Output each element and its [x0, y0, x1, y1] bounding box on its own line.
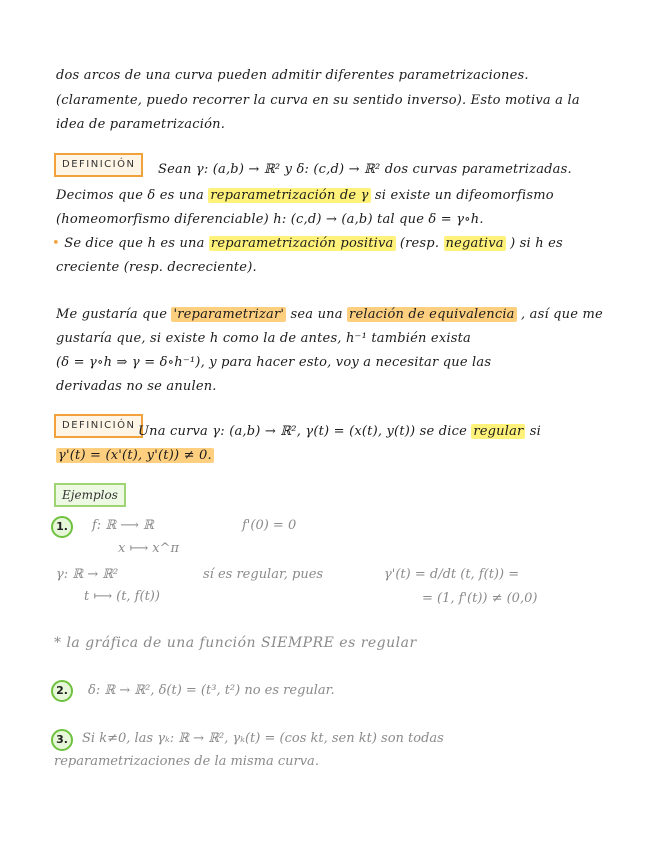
para-line-1-pre: Me gustaría que [56, 307, 168, 322]
example-2-number: 2. [51, 680, 73, 702]
definition-tag-2: DEFINICIÓN [54, 414, 143, 438]
ex1-gamma-rule: t ⟼ (t, f(t)) [84, 589, 160, 604]
ex1-rule: x ⟼ x^π [118, 541, 180, 556]
ex1-note: * la gráfica de una función SIEMPRE es regular [54, 635, 417, 651]
def1-line-4-post: ) si h es [510, 236, 563, 251]
ex1-map: f: ℝ ⟶ ℝ [92, 518, 154, 533]
highlight-regular: regular [473, 424, 524, 439]
ex2-text: δ: ℝ → ℝ², δ(t) = (t³, t²) no es regular. [88, 683, 335, 698]
ex1-gamma-deriv-2: = (1, f'(t)) ≠ (0,0) [422, 591, 538, 606]
bullet-icon: • [52, 236, 60, 251]
example-3-number: 3. [51, 729, 73, 751]
highlight-regular-condition: γ'(t) = (x'(t), y'(t)) ≠ 0. [58, 448, 212, 463]
def1-line-5: creciente (resp. decreciente). [56, 260, 257, 275]
def2-line-1-pre: Una curva γ: (a,b) → ℝ², γ(t) = (x(t), y(t)) se dice [138, 424, 467, 439]
def1-line-3: (homeomorfismo diferenciable) h: (c,d) → (a,b) tal que δ = γ∘h. [56, 212, 484, 227]
highlight-negativa: negativa [445, 236, 504, 251]
highlight-reparametrizacion: reparametrización de γ [210, 188, 369, 203]
intro-line-2: (claramente, puedo recorrer la curva en su sentido inverso). Esto motiva a la [56, 93, 580, 108]
def1-line-4-mid: (resp. [399, 236, 440, 251]
intro-line-3: idea de parametrización. [56, 117, 226, 132]
def1-line-2-pre: Decimos que δ es una [56, 188, 204, 203]
def1-line-2 [56, 188, 554, 203]
example-1-number: 1. [51, 516, 73, 538]
def2-line-2 [56, 448, 214, 463]
para-line-1-mid: sea una [290, 307, 343, 322]
ex1-deriv: f'(0) = 0 [242, 518, 297, 533]
ex3-line-1: Si k≠0, las γₖ: ℝ → ℝ², γₖ(t) = (cos kt, sen kt) son todas [82, 731, 444, 746]
def1-line-1: Sean γ: (a,b) → ℝ² y δ: (c,d) → ℝ² dos curvas parametrizadas. [158, 162, 572, 177]
para-line-2: gustaría que, si existe h como la de antes, h⁻¹ también exista [56, 331, 471, 346]
def2-line-1-post: si [529, 424, 542, 439]
intro-line-1: dos arcos de una curva pueden admitir diferentes parametrizaciones. [56, 68, 529, 83]
highlight-positiva: reparametrización positiva [210, 236, 394, 251]
para-line-1-post: , así que me [520, 307, 603, 322]
ex3-line-2: reparametrizaciones de la misma curva. [54, 754, 319, 769]
para-line-1 [56, 307, 603, 322]
examples-tag: Ejemplos [54, 483, 126, 507]
para-line-4: derivadas no se anulen. [56, 379, 217, 394]
highlight-relacion-equivalencia: relación de equivalencia [349, 307, 515, 322]
para-line-3: (δ = γ∘h ⇒ γ = δ∘h⁻¹), y para hacer esto, voy a necesitar que las [56, 355, 492, 370]
def2-line-1 [138, 424, 541, 439]
def1-line-2-post: si existe un difeomorfismo [374, 188, 554, 203]
def1-line-4 [52, 236, 563, 251]
ex1-is-regular: sí es regular, pues [203, 567, 324, 582]
def1-line-4-pre: Se dice que h es una [64, 236, 205, 251]
ex1-gamma: γ: ℝ → ℝ² [56, 567, 119, 582]
definition-tag-1: DEFINICIÓN [54, 153, 143, 177]
ex1-gamma-deriv: γ'(t) = d/dt (t, f(t)) = [384, 567, 520, 582]
highlight-reparametrizar: 'reparametrizar' [173, 307, 285, 322]
